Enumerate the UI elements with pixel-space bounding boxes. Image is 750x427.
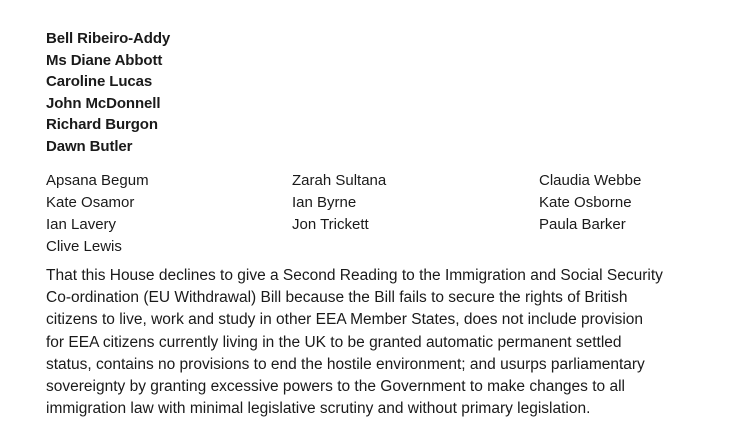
supporter-name: Paula Barker (539, 216, 626, 233)
sponsor-name: Bell Ribeiro-Addy (46, 30, 171, 47)
supporter-column-2 (292, 170, 386, 236)
motion-line: That this House declines to give a Second Reading to the Immigration and Social Security (46, 267, 663, 284)
sponsor-list (46, 28, 170, 158)
motion-line: sovereignty by granting excessive powers to the Government to make changes to all (46, 378, 625, 396)
sponsor-name: Ms Diane Abbott (46, 51, 163, 69)
motion-line: status, contains no provisions to end the hostile environment; and usurps parliamentary (46, 355, 645, 373)
motion-line: immigration law with minimal legislative scrutiny and without primary legislation. (46, 400, 591, 418)
supporter-column-1 (46, 170, 149, 258)
supporter-name: Clive Lewis (46, 238, 122, 255)
motion-text (46, 265, 726, 420)
supporter-name: Jon Trickett (292, 216, 369, 233)
motion-line: Co-ordination (EU Withdrawal) Bill because the Bill fails to secure the rights of British (46, 289, 628, 307)
supporter-column-3 (539, 170, 641, 236)
motion-line: for EEA citizens currently living in the UK to be granted automatic permanent settled (46, 333, 622, 351)
supporter-name: Kate Osamor (46, 194, 135, 211)
supporter-name: Ian Byrne (292, 194, 357, 211)
supporter-name: Zarah Sultana (292, 172, 387, 189)
supporter-name: Claudia Webbe (539, 172, 642, 189)
sponsor-name: Dawn Butler (46, 137, 133, 155)
supporter-name: Ian Lavery (46, 216, 117, 233)
motion-line: citizens to live, work and study in other EEA Member States, does not include provision (46, 311, 644, 329)
supporter-name: Kate Osborne (539, 194, 632, 211)
sponsor-name: Richard Burgon (46, 116, 158, 134)
sponsor-name: John McDonnell (46, 94, 161, 112)
sponsor-name: Caroline Lucas (46, 73, 153, 91)
supporter-name: Apsana Begum (46, 172, 149, 189)
